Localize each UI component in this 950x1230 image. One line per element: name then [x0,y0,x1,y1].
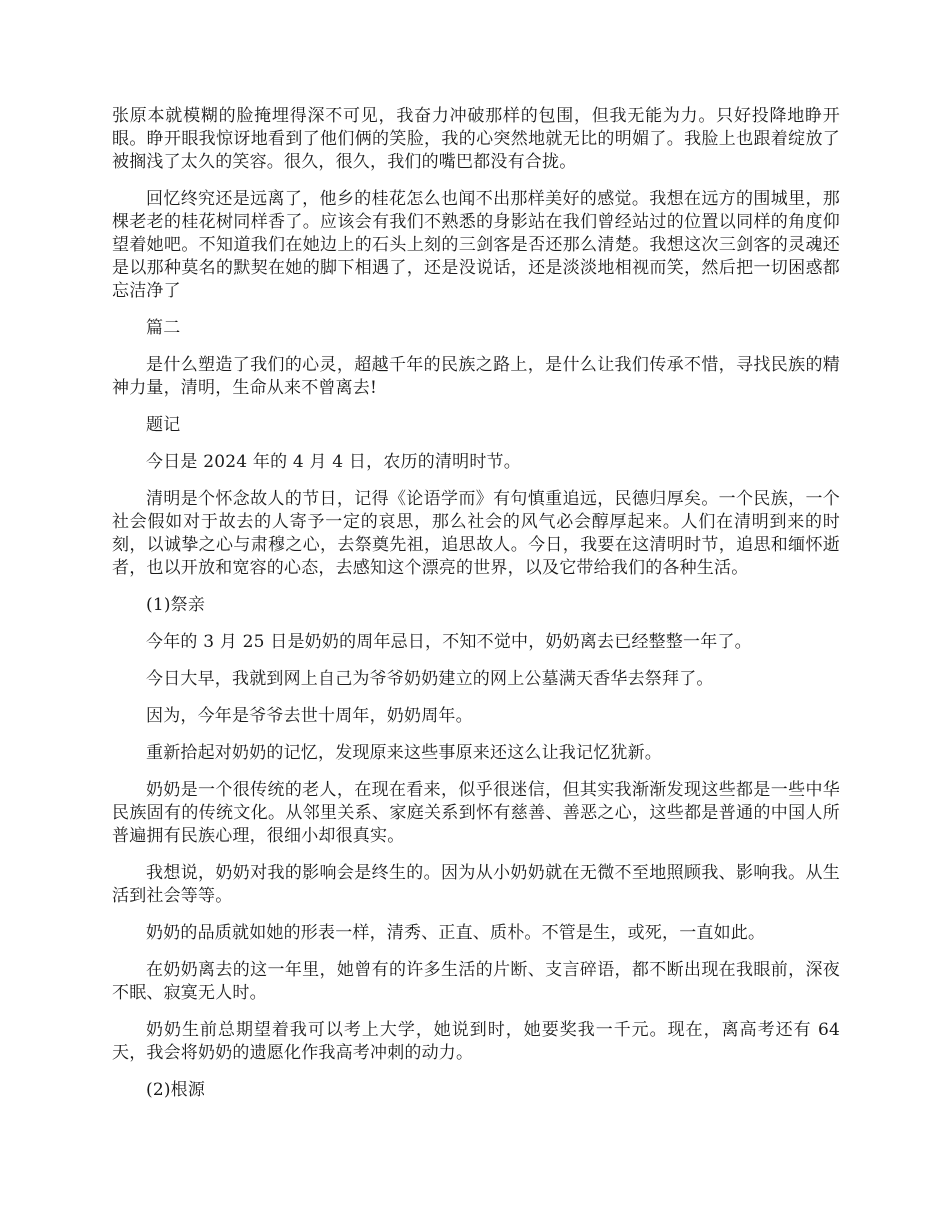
document-page [112,105,840,1116]
paragraph-qingming-intro: 清明是个怀念故人的节日，记得《论语学而》有句慎重追远，民德归厚矣。一个民族，一个社会假如对于故去的人寄予一定的哀思，那么社会的风气必会醇厚起来。人们在清明到来的时刻，以诚挚之心与肃穆之心，去祭奠先祖，追思故人。今日，我要在这清明时节，追思和缅怀逝者，也以开放和宽容的心态，去感知这个漂亮的世界，以及它带给我们的各种生活。 [112,489,840,578]
paragraph-date: 今日是 2024 年的 4 月 4 日，农历的清明时节。 [146,452,521,472]
paragraph-influence: 我想说，奶奶对我的影响会是终生的。因为从小奶奶就在无微不至地照顾我、影响我。从生活到社会等等。 [112,863,840,906]
paragraph-online-memorial: 今日大早，我就到网上自己为爷爷奶奶建立的网上公墓满天香华去祭拜了。 [146,669,714,689]
paragraph-tradition: 奶奶是一个很传统的老人，在现在看来，似乎很迷信，但其实我渐渐发现这些都是一些中华民族固有的传统文化。从邻里关系、家庭关系到怀有慈善、善恶之心，这些都是普通的中国人所普遍拥有民族心理，很细小却很真实。 [112,780,840,846]
paragraph-epigraph: 是什么塑造了我们的心灵，超越千年的民族之路上，是什么让我们传承不惜，寻找民族的精神力量，清明，生命从来不曾离去! [112,355,840,398]
paragraph-continuation: 张原本就模糊的脸掩埋得深不可见，我奋力冲破那样的包围，但我无能为力。只好投降地睁开眼。睁开眼我惊讶地看到了他们俩的笑脸，我的心突然地就无比的明媚了。我脸上也跟着绽放了被搁浅了太久的笑容。很久，很久，我们的嘴巴都没有合拢。 [112,106,840,172]
paragraph-anniversary: 今年的 3 月 25 日是奶奶的周年忌日，不知不觉中，奶奶离去已经整整一年了。 [146,632,752,652]
paragraph-exam-wish: 奶奶生前总期望着我可以考上大学，她说到时，她要奖我一千元。现在，离高考还有 64 天，我会将奶奶的遗愿化作我高考冲刺的动力。 [112,1020,840,1063]
paragraph-grandfather: 因为，今年是爷爷去世十周年，奶奶周年。 [146,706,473,726]
subheading-roots: (2)根源 [146,1080,206,1100]
subheading-honoring-relatives: (1)祭亲 [146,595,206,615]
epigraph-label: 题记 [146,415,181,435]
section-heading-part-two: 篇二 [146,318,181,338]
paragraph-fragments: 在奶奶离去的这一年里，她曾有的许多生活的片断、支言碎语，都不断出现在我眼前，深夜不眠、寂寞无人时。 [112,960,840,1003]
paragraph-memories: 重新拾起对奶奶的记忆，发现原来这些事原来还这么让我记忆犹新。 [146,743,662,763]
paragraph-osmanthus-memory: 回忆终究还是远离了，他乡的桂花怎么也闻不出那样美好的感觉。我想在远方的围城里，那棵老老的桂花树同样香了。应该会有我们不熟悉的身影站在我们曾经站过的位置以同样的角度仰望着她吧。不知道我们在她边上的石头上刻的三剑客是否还那么清楚。我想这次三剑客的灵魂还是以那种莫名的默契在她的脚下相遇了，还是没说话，还是淡淡地相视而笑，然后把一切困惑都忘洁净了 [112,189,840,301]
paragraph-character: 奶奶的品质就如她的形表一样，清秀、正直、质朴。不管是生，或死，一直如此。 [146,923,766,943]
